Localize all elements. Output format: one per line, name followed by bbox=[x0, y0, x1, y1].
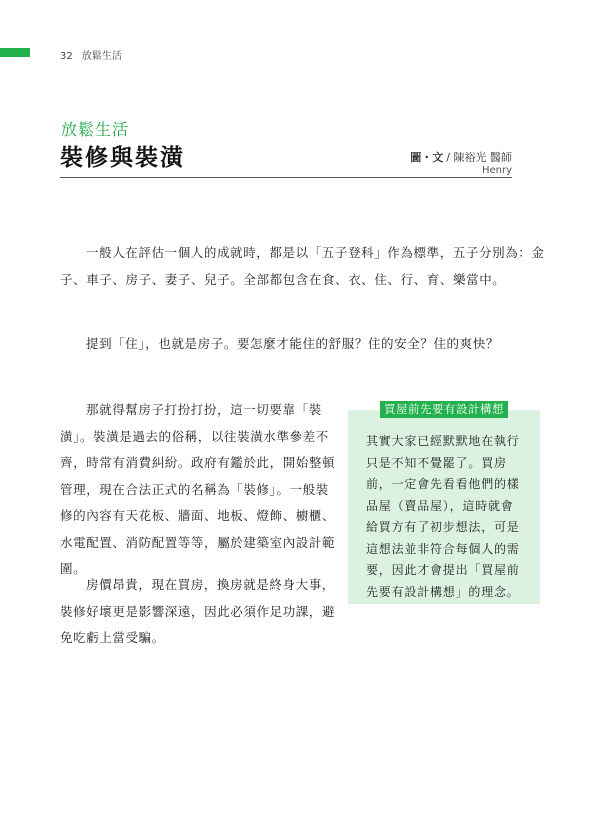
sidebar-text: 其實大家已經默默地在執行只是不知不覺罷了。買房前，一定會先看看他們的樣品屋（賣品屋），這時就會給買方有了初步想法，可是這想法並非符合每個人的需要，因此才會提出「買屋前先要有設計構想」的理念。 bbox=[366, 434, 520, 599]
byline-credit: 圖・文 bbox=[410, 151, 444, 164]
body-paragraph-3: 那就得幫房子打扮打扮，這一切要靠「裝潢」。裝潢是過去的俗稱，以往裝潢水準參差不齊，時常有消費糾紛。政府有鑑於此，開始整頓管理，現在合法正式的名稱為「裝修」。一般裝修的內容有天花板、牆面、地板、燈飾、櫥櫃、水電配置、消防配置等等，屬於建築室內設計範圍。 bbox=[60, 402, 336, 576]
title-divider bbox=[60, 177, 512, 178]
header-accent-bar bbox=[0, 48, 30, 57]
article-category: 放鬆生活 bbox=[61, 120, 130, 139]
page-number: 32 bbox=[60, 51, 73, 62]
body-paragraph-4: 房價昂貴，現在買房，換房就是終身大事，裝修好壞更是影響深遠，因此必須作足功課，避免吃虧上當受騙。 bbox=[60, 577, 336, 645]
running-header-section: 放鬆生活 bbox=[81, 51, 122, 62]
body-paragraph-1: 一般人在評估一個人的成就時，都是以「五子登科」作為標準，五子分別為：金子、車子、房子、妻子、兒子。全部都包含在食、衣、住、行、育、樂當中。 bbox=[60, 245, 545, 287]
article-title: 裝修與裝潢 bbox=[60, 145, 185, 171]
running-header bbox=[60, 47, 122, 62]
byline-author: / 陳裕光 醫師 bbox=[446, 151, 512, 164]
sidebar-title: 買屋前先要有設計構想 bbox=[380, 401, 508, 418]
body-paragraph-2: 提到「住」，也就是房子。要怎麼才能住的舒服？住的安全？住的爽快？ bbox=[86, 336, 499, 351]
byline-author-english: Henry bbox=[481, 165, 512, 176]
byline bbox=[410, 151, 512, 177]
